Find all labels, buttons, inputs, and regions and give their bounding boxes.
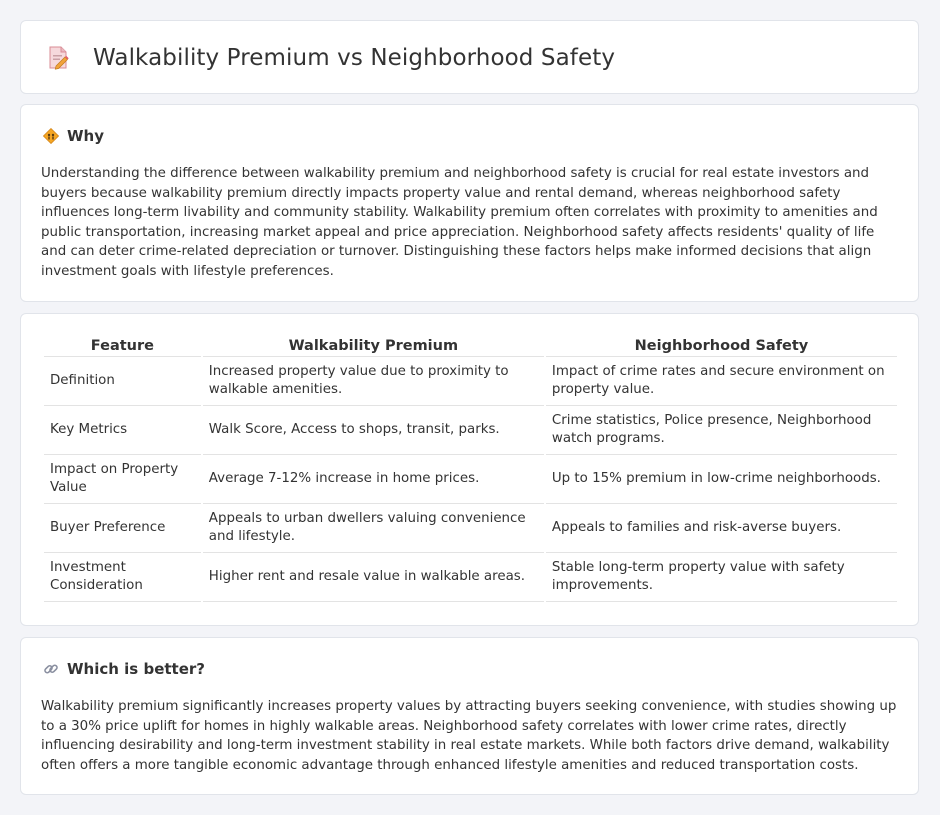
- row-feature-cell: Key Metrics: [44, 406, 201, 455]
- why-paragraph: Understanding the difference between walkability premium and neighborhood safety is crucial for real estate investors and buyers because walkability premium directly impacts property value and rental demand, whereas neighborhood safety influences long-term livability and community stability. Walkability premium often correlates with proximity to amenities and public transportation, increasing market appeal and price appreciation. Neighborhood safety affects residents' quality of life and can deter crime-related depreciation or turnover. Distinguishing these factors helps make informed decisions that align investment goals with lifestyle preferences.: [41, 166, 878, 279]
- table-row: [44, 455, 897, 504]
- row-walkability-cell: Higher rent and resale value in walkable areas.: [203, 553, 544, 602]
- better-heading: Which is better?: [67, 660, 205, 678]
- why-heading-row: [43, 127, 104, 145]
- title-row: [47, 45, 615, 71]
- row-safety-cell: Crime statistics, Police presence, Neighborhood watch programs.: [546, 406, 897, 455]
- row-feature-cell: Buyer Preference: [44, 504, 201, 553]
- better-paragraph: Walkability premium significantly increases property values by attracting buyers seeking convenience, with studies showing up to a 30% price uplift for homes in highly walkable areas. Neighborhood safety correlates with lower crime rates, directly influencing desirability and long-term investment stability in real estate markets. While both factors drive demand, walkability often offers a more tangible economic advantage through enhanced lifestyle amenities and reduced transportation costs.: [41, 699, 897, 773]
- row-safety-cell: Stable long-term property value with safety improvements.: [546, 553, 897, 602]
- header-feature: Feature: [44, 334, 201, 357]
- row-walkability-cell: Appeals to urban dwellers valuing convenience and lifestyle.: [203, 504, 544, 553]
- row-walkability-cell: Average 7-12% increase in home prices.: [203, 455, 544, 504]
- row-safety-cell: Appeals to families and risk-averse buyers.: [546, 504, 897, 553]
- row-feature-cell: Impact on Property Value: [44, 455, 201, 504]
- diamond-warning-icon: [43, 128, 59, 144]
- row-safety-cell: Up to 15% premium in low-crime neighborhoods.: [546, 455, 897, 504]
- table-row: [44, 406, 897, 455]
- which-is-better-section: [20, 637, 919, 795]
- header-walkability-premium: Walkability Premium: [203, 334, 544, 357]
- link-icon: [43, 661, 59, 677]
- better-heading-row: [43, 660, 205, 678]
- page-title: Walkability Premium vs Neighborhood Safety: [93, 45, 616, 71]
- title-card: [20, 20, 919, 94]
- table-row: [44, 553, 897, 602]
- document-edit-icon: [47, 46, 69, 70]
- row-safety-cell: Impact of crime rates and secure environment on property value.: [546, 357, 897, 406]
- table-row: [44, 504, 897, 553]
- why-heading: Why: [67, 127, 105, 145]
- table-header-row: [44, 334, 897, 357]
- table-row: [44, 357, 897, 406]
- comparison-table-card: [20, 313, 919, 626]
- row-walkability-cell: Walk Score, Access to shops, transit, parks.: [203, 406, 544, 455]
- why-section: [20, 104, 919, 302]
- comparison-table: [42, 334, 899, 602]
- row-feature-cell: Investment Consideration: [44, 553, 201, 602]
- header-neighborhood-safety: Neighborhood Safety: [546, 334, 897, 357]
- row-walkability-cell: Increased property value due to proximity to walkable amenities.: [203, 357, 544, 406]
- row-feature-cell: Definition: [44, 357, 201, 406]
